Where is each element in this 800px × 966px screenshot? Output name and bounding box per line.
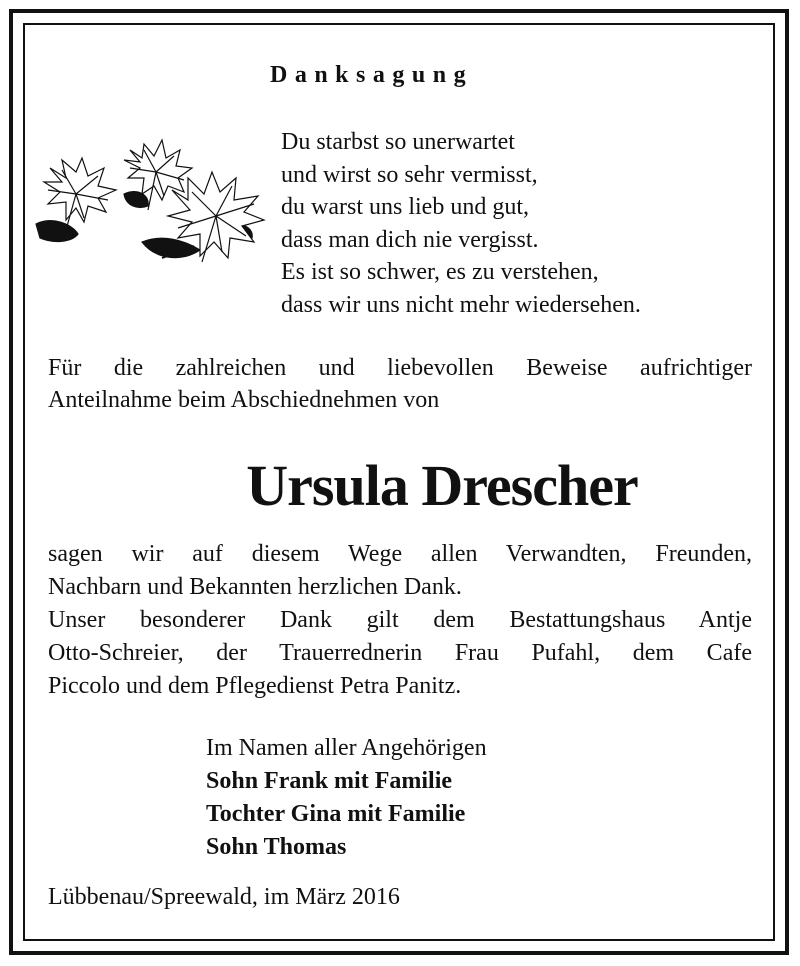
poem-line: und wirst so sehr vermisst, bbox=[281, 161, 538, 188]
thanks-line: Otto-Schreier, der Trauerrednerin Frau Pufahl, dem Cafe bbox=[48, 640, 752, 666]
autumn-leaves-icon bbox=[32, 138, 268, 266]
place-date: Lübbenau/Spreewald, im März 2016 bbox=[48, 884, 400, 910]
signature-intro: Im Namen aller Angehörigen bbox=[206, 735, 487, 761]
thanks-line: sagen wir auf diesem Wege allen Verwandten, Freunden, bbox=[48, 541, 752, 567]
intro-paragraph bbox=[48, 352, 752, 416]
thanks-paragraph bbox=[48, 538, 752, 703]
thanks-line: Nachbarn und Bekannten herzlichen Dank. bbox=[48, 574, 462, 600]
poem bbox=[281, 126, 641, 321]
notice-heading: Danksagung bbox=[270, 62, 474, 88]
poem-line: Du starbst so unerwartet bbox=[281, 129, 515, 155]
deceased-name: Ursula Drescher bbox=[246, 453, 638, 518]
signature-block bbox=[206, 732, 487, 864]
signature-name: Sohn Thomas bbox=[206, 834, 347, 860]
intro-line: Für die zahlreichen und liebevollen Beweise aufrichtiger bbox=[48, 355, 752, 381]
signature-name: Tochter Gina mit Familie bbox=[206, 801, 466, 827]
thanks-line: Piccolo und dem Pflegedienst Petra Panitz. bbox=[48, 673, 462, 699]
poem-line: Es ist so schwer, es zu verstehen, bbox=[281, 259, 599, 285]
poem-line: du warst uns lieb und gut, bbox=[281, 194, 529, 220]
poem-line: dass wir uns nicht mehr wiedersehen. bbox=[281, 291, 641, 318]
intro-line: Anteilnahme beim Abschiednehmen von bbox=[48, 387, 440, 413]
signature-name: Sohn Frank mit Familie bbox=[206, 768, 453, 794]
thanks-line: Unser besonderer Dank gilt dem Bestattungshaus Antje bbox=[48, 607, 752, 633]
poem-line: dass man dich nie vergisst. bbox=[281, 226, 539, 253]
